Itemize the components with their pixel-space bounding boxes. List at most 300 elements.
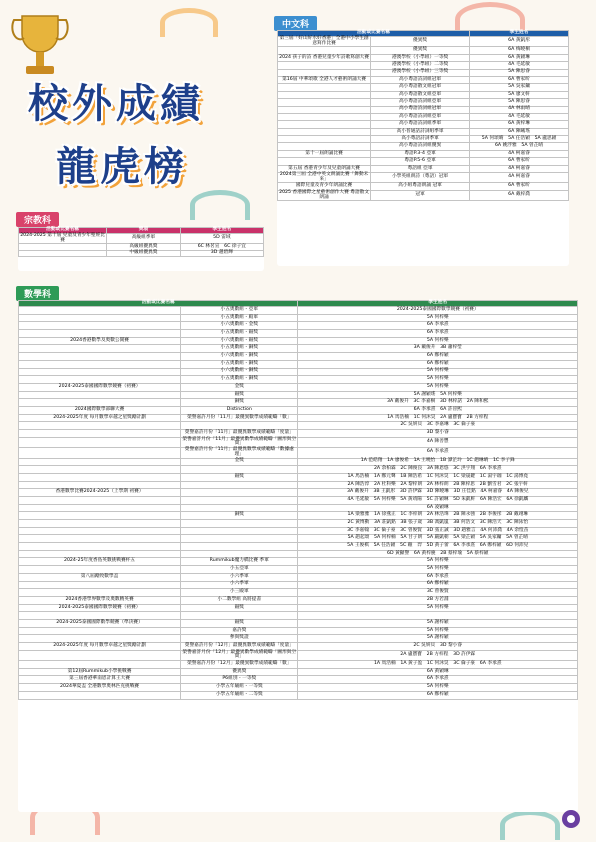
cell-event: 第16屆 中華頌歌 全港人才藝術朗誦大賽	[278, 76, 371, 83]
cell-award	[181, 489, 298, 497]
cell-award: 小學英組朗詩（粵語）冠軍	[371, 173, 470, 183]
table-row	[278, 150, 569, 157]
cell-student: 5A 何梓樂	[298, 376, 578, 384]
chinese-panel	[277, 30, 569, 266]
cell-student: 2A 余柏霖 2C 陳俊良 3A 陳恩悠 3C 洪宇翔 6A 李承熹	[298, 466, 578, 474]
table-row	[19, 589, 578, 597]
cell-award: 優異獎	[181, 668, 298, 676]
cell-student: 6A 李承熹 6A 許晉熙	[298, 406, 578, 414]
cell-event	[19, 481, 181, 489]
table-row	[19, 676, 578, 684]
table-row	[19, 612, 578, 620]
table-row	[278, 121, 569, 128]
cell-student: 2A 盧寶寶 2B 方梓程 3D 許伊霖	[298, 650, 578, 660]
cell-event	[19, 307, 181, 315]
cell-event	[19, 535, 181, 543]
table-row	[19, 250, 264, 256]
cell-event: 2024-2025泰國國際數學競賽（初賽）	[19, 383, 181, 391]
table-row	[19, 383, 578, 391]
table-row	[19, 466, 578, 474]
table-row	[278, 106, 569, 113]
cell-award: 小六季軍	[181, 573, 298, 581]
table-row	[19, 512, 578, 520]
cell-award: 小五奧數組 - 銅獎	[181, 376, 298, 384]
cell-student: 5A 陳思睿	[470, 69, 569, 76]
table-row	[19, 376, 578, 384]
table-row	[19, 581, 578, 589]
table-row	[19, 691, 578, 699]
cell-student: 6A 李承熹	[298, 322, 578, 330]
table-row	[19, 307, 578, 315]
cell-award	[181, 543, 298, 551]
cell-student: 6A 鄭梓穎	[298, 581, 578, 589]
cell-student: 6A 曹家昕	[470, 158, 569, 165]
cell-event	[19, 661, 181, 669]
cell-event	[19, 376, 181, 384]
cell-student: 5A 何梓樂	[298, 368, 578, 376]
table-row	[19, 322, 578, 330]
cell-student: 6A 李承熹	[298, 676, 578, 684]
religion-table	[18, 227, 264, 257]
cell-event	[278, 84, 371, 91]
cell-award: 榮譽嘉許月份「11月」最優異數學成績範疇「度量」	[181, 430, 298, 438]
cell-event	[19, 527, 181, 535]
cell-event	[19, 368, 181, 376]
cell-student: 6C 林茗宣 6C 徐子宜	[180, 244, 263, 250]
cell-student: 5A 何頌晴 5A 任浩穎 5A 盧思穎	[470, 136, 569, 143]
cell-student: 1A 范皓翔 1A 廖俊希 1A 王曉怡 1B 譚芷玲 1C 趙琳晴 1C 李子鋒	[298, 458, 578, 466]
cell-event	[278, 136, 371, 143]
cell-student: 2B 方若淵	[298, 596, 578, 604]
cell-award: 小五亞軍	[181, 566, 298, 574]
cell-award: 榮譽嘉許月份「12月」最優異數學成績範疇「圖形與空間」	[182, 649, 297, 660]
cell-event: 第五屆 香港青少年及兒童朗誦大賽	[278, 165, 371, 172]
section-label-math: 數學科	[16, 286, 59, 301]
cell-event: 2024華夏盃 全港數學奧林匹克挑戰賽	[19, 684, 181, 692]
cell-student: 5A 謝穎瑤 5A 何梓樂	[298, 391, 578, 399]
table-row	[19, 448, 578, 458]
cell-event	[19, 612, 181, 620]
cell-award: 高小粵語詩詞組冠軍	[371, 76, 470, 83]
cell-award: 港澳學校（小學組）一等獎	[371, 54, 470, 61]
cell-student: 5A 廖文軒	[470, 91, 569, 98]
table-row	[278, 158, 569, 165]
cell-event	[19, 520, 181, 528]
cell-student: 4A 毛延敏	[470, 113, 569, 120]
cell-award: 高小粵語詩詞季軍	[371, 136, 470, 143]
cell-student: 6A 曹家昕	[470, 76, 569, 83]
table-row	[278, 54, 569, 61]
cell-student: 5A 何梓樂	[298, 314, 578, 322]
cell-event	[19, 314, 181, 322]
cell-event	[19, 458, 181, 466]
table-row	[19, 391, 578, 399]
cell-student: 6A 鄭梓穎	[298, 360, 578, 368]
cell-award: 高小粵語詩詞組冠軍	[371, 106, 470, 113]
table-row	[19, 422, 578, 430]
cell-student: 3D 趙碧輝	[180, 250, 263, 256]
cell-award: 小二數學組 高將提書	[181, 596, 298, 604]
cell-event	[19, 496, 181, 504]
table-row	[19, 661, 578, 669]
cell-student: 3C 李嘉翰 3C 倫子豪 3C 曾俊賢 3D 張正誠 3D 趙雅言 4A 何沛喬 4A 余愷苗	[298, 527, 578, 535]
table-row	[278, 84, 569, 91]
table-row	[278, 47, 569, 54]
table-row	[19, 596, 578, 604]
cell-event	[19, 345, 181, 353]
table-row	[19, 668, 578, 676]
table-row	[19, 360, 578, 368]
cell-event	[19, 353, 181, 361]
cell-event	[19, 512, 181, 520]
table-row	[19, 558, 578, 566]
cell-student: 5A 吳家鏞	[470, 84, 569, 91]
cell-award: 港澳學校（小學組）三等獎	[371, 69, 470, 76]
cell-student: 1A 馬浩楠 1C 何沐昊 2A 盧寶寶 2B 方梓程	[298, 414, 578, 422]
table-row	[19, 684, 578, 692]
table-row	[278, 69, 569, 76]
cell-event	[19, 391, 181, 399]
cell-event	[278, 106, 371, 113]
rainbow-decoration	[160, 8, 218, 37]
cell-award: 小五奧數組 - 銅獎	[181, 360, 298, 368]
cell-award: 小五奧數組 - 銅獎	[181, 345, 298, 353]
cell-event	[19, 430, 181, 438]
cell-event	[19, 543, 181, 551]
cell-event	[19, 650, 181, 660]
cell-student: 6A 陳曦瑤	[470, 128, 569, 135]
cell-student: 6A 黃凱彤	[470, 37, 569, 47]
cell-student: 5A 陳思睿	[470, 99, 569, 106]
cell-event	[19, 581, 181, 589]
table-row	[278, 136, 569, 143]
cell-event	[19, 566, 181, 574]
cell-award: 粵語組 亞軍	[371, 165, 470, 172]
cell-award: 高小粵語散文組亞軍	[371, 91, 470, 98]
cell-event	[19, 473, 181, 481]
table-row	[278, 190, 569, 200]
cell-award: 銀獎	[181, 473, 298, 481]
table-row	[278, 99, 569, 106]
table-row	[278, 143, 569, 150]
chinese-table	[277, 30, 569, 201]
cell-award: 小六奧數組 - 銅獎	[181, 353, 298, 361]
table-row	[19, 337, 578, 345]
cell-event: 2024香港數學及奧數公開賽	[19, 337, 181, 345]
cell-award: 小五奧數組 - 銀獎	[181, 330, 298, 338]
cell-event	[19, 691, 181, 699]
cell-student: 6A 黃穎琳	[470, 54, 569, 61]
math-panel	[18, 300, 578, 812]
cell-student: 2C 吳妍貝 3C 李嘉琳 3C 倫子豪	[298, 422, 578, 430]
cell-award: 高小粵語詩詞組亞軍	[371, 113, 470, 120]
cell-event: 2024第三屆 全港中英文朗誦比賽「舞動未來」	[278, 173, 371, 183]
table-row	[19, 353, 578, 361]
cell-award: 小六奧數組 - 銀獎	[181, 337, 298, 345]
cell-award: 優異獎	[371, 47, 470, 54]
table-row	[19, 496, 578, 504]
cell-event: 第三屆「好山好水好香港」全港中小學生創意寫作比賽	[278, 37, 371, 47]
cell-student: 6A 鄭梓穎	[298, 691, 578, 699]
table-row	[19, 414, 578, 422]
cell-student: 5A 何梓樂	[298, 337, 578, 345]
cell-event	[19, 589, 181, 597]
cell-student: 4A 林雨晴	[470, 106, 569, 113]
cell-event	[19, 448, 181, 458]
cell-award	[181, 520, 298, 528]
cell-award: 金獎	[181, 383, 298, 391]
col-award: 獎項	[107, 228, 181, 234]
cell-student: 6A 姚浮雅 5A 曾芷晴	[470, 143, 569, 150]
cell-student: 5A 何梓樂	[298, 566, 578, 574]
cell-student: 4A 毛延敏	[470, 62, 569, 69]
cell-event	[19, 504, 181, 512]
cell-student: 1A 梁雅雅 1A 徐燕正 1C 李梓朗 2A 林浩瑋 2B 陳永強 2B 李俊彤 2B 戴翊琳	[298, 512, 578, 520]
cell-student: 6A 戴梓喬	[470, 190, 569, 200]
cell-student: 4A 柯嘉睿	[470, 173, 569, 183]
section-label-chinese: 中文科	[274, 16, 317, 31]
cell-award: 冠軍	[371, 190, 470, 200]
table-row	[19, 566, 578, 574]
cell-event: 2024-2025 第十屆 兒童及青少年聖經比賽	[20, 233, 105, 243]
cell-student: 6A 李承熹	[298, 448, 578, 458]
cell-event	[278, 47, 371, 54]
page-title-line1: 校外成績	[28, 81, 204, 127]
cell-event: 2024國際數學部聯大賽	[19, 406, 181, 414]
cell-student: 2C 黃博動 3A 莊凱銘 3B 張子歲 3B 馮凱嵐 3B 何浩文 3C 陳浩天 3C 陳泳怡	[298, 520, 578, 528]
table-row	[19, 473, 578, 481]
cell-award: 榮譽嘉許月份「11月」最優異數學成績範疇「數」	[181, 414, 298, 422]
cell-event	[278, 113, 371, 120]
cell-student: 4A 柯嘉睿	[470, 150, 569, 157]
cell-award: 榮譽嘉許月份「12月」最優異數學成績範疇「度量」	[181, 643, 298, 651]
cell-event	[19, 550, 181, 558]
cell-award: 嘉許獎	[181, 627, 298, 635]
cell-award: 小六奧數組 - 銅獎	[181, 368, 298, 376]
cell-student: 5A 何梓樂	[298, 383, 578, 391]
cell-event	[19, 399, 181, 407]
cell-award: 榮譽嘉許月份「11月」最優異數學成績範疇「數據處理」	[181, 448, 298, 458]
cell-event	[278, 128, 371, 135]
logo-icon	[560, 808, 582, 830]
table-row	[19, 643, 578, 651]
math-table	[18, 300, 578, 700]
table-row	[19, 345, 578, 353]
cell-student: 5A 王俊棋 5A 任浩穎 5C 賴 羿 5D 黃子蕾 6A 李承熹 6A 鄭梓穎 6D 何沛兒	[298, 543, 578, 551]
cell-student: 1A 馬浩楠 1A 鄭元聲 1B 陳浩希 1C 何沐昊 1C 梁晟鍵 1C 湯宇珈 1C 湯博堯	[298, 473, 578, 481]
cell-award: 高小粵語詩詞組亞軍	[371, 99, 470, 106]
table-row	[19, 619, 578, 627]
cell-student: 6A 黃梓琳	[470, 121, 569, 128]
cell-event	[19, 422, 181, 430]
table-row	[19, 527, 578, 535]
table-row	[19, 520, 578, 528]
cell-event	[19, 322, 181, 330]
cell-event	[19, 635, 181, 643]
cell-award: P6組別 - 一等獎	[181, 676, 298, 684]
cell-award: 小六奧數組 - 金獎	[181, 322, 298, 330]
cell-award	[181, 527, 298, 535]
table-row	[19, 430, 578, 438]
cell-award: 小學五年級組 - 二等獎	[181, 691, 298, 699]
section-label-religion: 宗教科	[16, 212, 59, 227]
cell-student: 3A 戴俊升 3C 李嘉桐 3D 林梓諾 2A 陳和熙	[298, 399, 578, 407]
cell-event: 2024-2025年度 每月數學卓越之星獎勵計劃	[19, 414, 181, 422]
cell-award: 高級組優異獎	[107, 244, 181, 250]
cell-event: 2025 香港國際之星藝術創作大賽 粵語散文朗誦	[279, 189, 370, 200]
cell-event	[19, 360, 181, 368]
cell-student: 6A 梅曉桐	[470, 47, 569, 54]
cell-student: 6A 鄭梓穎	[298, 353, 578, 361]
table-row	[19, 234, 264, 244]
cell-award: 小學五年級組 - 一等獎	[181, 684, 298, 692]
table-row	[19, 650, 578, 660]
cell-award: 高級組季軍	[107, 234, 181, 244]
cell-event	[19, 437, 181, 447]
cell-award	[181, 422, 298, 430]
cell-student: 3C 曾俊賢	[298, 589, 578, 597]
cell-award: 高小組粵語朗誦 冠軍	[371, 183, 470, 190]
cell-event: 香港數學比賽2024-2025（上學期 初賽）	[19, 489, 181, 497]
cell-award: 銀獎	[181, 619, 298, 627]
cell-event	[278, 121, 371, 128]
table-row	[19, 314, 578, 322]
col-event: 活動或比賽名稱	[278, 31, 470, 37]
table-row	[19, 504, 578, 512]
cell-award: 參與獎證	[181, 635, 298, 643]
cell-event	[278, 62, 371, 69]
cell-event	[278, 69, 371, 76]
cell-student: 3A 戴俊升 3B 蕭梓瑩	[298, 345, 578, 353]
table-row	[19, 368, 578, 376]
cell-award: 榮譽嘉許月份「11月」最優異數學成績範疇「圖形與空間」	[182, 436, 297, 447]
cell-event: 2024-2025泰國國際數學競賽（初賽）	[19, 604, 181, 612]
cell-award: 高小粵語詩詞組優異	[371, 143, 470, 150]
cell-student: 2024-2025泰國國際數學競賽（初賽）	[298, 307, 578, 315]
page-title-line2: 龍虎榜	[56, 144, 188, 190]
cell-award: 高小普通話詩詞組季軍	[371, 128, 470, 135]
cell-student: 5A 趙起頌 5A 何梓楠 5A 甘子朗 5A 嚴凱朝 5A 梁芷穎 5A 吳家鏞 5A 曾芷晴	[298, 535, 578, 543]
cell-award: 銀獎	[181, 604, 298, 612]
table-row	[19, 635, 578, 643]
cell-student: 5A 何梓樂	[298, 684, 578, 692]
table-row	[19, 489, 578, 497]
cell-award	[181, 504, 298, 512]
table-row	[19, 399, 578, 407]
table-row	[278, 173, 569, 183]
cell-event: 第八屆勵致數學盃	[19, 573, 181, 581]
cell-award	[181, 481, 298, 489]
cell-event	[278, 158, 371, 165]
cell-award	[181, 535, 298, 543]
cell-award: 小五奧數組 - 殿軍	[181, 314, 298, 322]
cell-student: 4A 陳善豐	[298, 437, 578, 447]
table-row	[19, 543, 578, 551]
table-row	[19, 458, 578, 466]
cell-event	[278, 99, 371, 106]
cell-award	[181, 550, 298, 558]
table-row	[278, 91, 569, 98]
cell-award: 銀獎	[181, 391, 298, 399]
cell-student: 3A 戴俊升 3B 王凱彤 3D 許伊霖 3D 陳曉琳 3D 庄佳銘 4A 柯嘉睿 4A 陳俊兒	[298, 489, 578, 497]
cell-event	[278, 143, 371, 150]
cell-student: 6A 曹家昕	[470, 183, 569, 190]
cell-student: 5A 何梓樂	[298, 604, 578, 612]
table-row	[19, 330, 578, 338]
cell-award	[181, 496, 298, 504]
cell-event	[19, 466, 181, 474]
table-row	[278, 62, 569, 69]
cell-student: 5A 何梓樂	[298, 627, 578, 635]
cell-award	[181, 466, 298, 474]
table-row	[278, 113, 569, 120]
cell-award: 高小粵語散文組冠軍	[371, 84, 470, 91]
col-student: 學生姓名	[298, 301, 578, 307]
cell-event: 第十一屆朗誦比賽	[278, 150, 371, 157]
table-row	[19, 573, 578, 581]
cell-student: 5D 雷域	[180, 234, 263, 244]
cell-event	[19, 250, 107, 256]
cell-student: 5A 何梓樂	[298, 558, 578, 566]
cell-award: 榮譽嘉許月份「12月」最優異數學成績範疇「數」	[181, 661, 298, 669]
cell-award: 粵語P.5-6 亞軍	[371, 158, 470, 165]
cell-event: 2024 孩子的詩 香港兒童少年詩歌寫創大賽	[278, 54, 371, 61]
cell-event: 第三屆香港華南恩計算王大賽	[19, 676, 181, 684]
cell-award: 小五奧數組 - 亞軍	[181, 307, 298, 315]
table-row	[19, 535, 578, 543]
cell-event: 2024-2025年度 每月數學卓越之星獎勵計劃	[19, 643, 181, 651]
table-row	[19, 550, 578, 558]
col-event: 活動或比賽名稱	[19, 228, 107, 234]
cell-student	[298, 612, 578, 620]
cell-event: 2024香港學界數學及奧數精英賽	[19, 596, 181, 604]
cell-student: 6A 李承熹	[298, 330, 578, 338]
cell-student: 4A 柯嘉睿	[470, 165, 569, 172]
cell-award: 金獎	[181, 458, 298, 466]
table-row	[19, 406, 578, 414]
cell-event: 2024-2025泰國國際數學競賽（準決賽）	[19, 619, 181, 627]
cell-award: 優異獎	[371, 37, 470, 47]
cell-award: Distinction	[181, 406, 298, 414]
cell-student: 5A 謝梓穎	[298, 635, 578, 643]
cell-student: 6A 李承熹	[298, 573, 578, 581]
cell-student: 2A 陳浩淳 2A 杜科樂 2A 黎梓朗 2A 林梓朗 2B 陳梓思 2B 劉雪君 2C 張宇軒	[298, 481, 578, 489]
cell-student: 2C 吳妍貝 3D 黎小睿	[298, 643, 578, 651]
cell-student: 5A 謝梓穎	[298, 619, 578, 627]
cell-award: 中級組優異獎	[107, 250, 181, 256]
cell-event: 第12屆Rummikub小學挑戰賽	[19, 668, 181, 676]
cell-student: 3D 黎小睿	[298, 430, 578, 438]
cell-award: 港澳學校（小學組）二等獎	[371, 62, 470, 69]
religion-panel	[18, 227, 264, 271]
col-student: 學生姓名	[180, 228, 263, 234]
cell-student: 4A 毛延敏 5A 何梓樂 5A 黃靖陽 5C 許穎琳 5D 朱凱軒 6A 陳浩宏 6A 徐凱麟	[298, 496, 578, 504]
table-row	[19, 627, 578, 635]
cell-event	[19, 627, 181, 635]
table-row	[278, 37, 569, 47]
table-row	[278, 128, 569, 135]
cell-award: 銅獎	[181, 399, 298, 407]
cell-student: 1A 馬浩楠 1A 黃子盈 1C 何沐昊 3C 倫子豪 6A 李承熹	[298, 661, 578, 669]
rainbow-decoration	[500, 810, 560, 840]
cell-event: 2024-25年度香島英數挑戰賽杯五	[19, 558, 181, 566]
cell-award: 銅獎	[181, 512, 298, 520]
cell-award	[181, 612, 298, 620]
rainbow-decoration	[190, 190, 250, 220]
col-event: 活動或比賽名稱	[19, 301, 298, 307]
cell-award: 高小粵語詩詞組季軍	[371, 121, 470, 128]
cell-award: 小六季軍	[181, 581, 298, 589]
